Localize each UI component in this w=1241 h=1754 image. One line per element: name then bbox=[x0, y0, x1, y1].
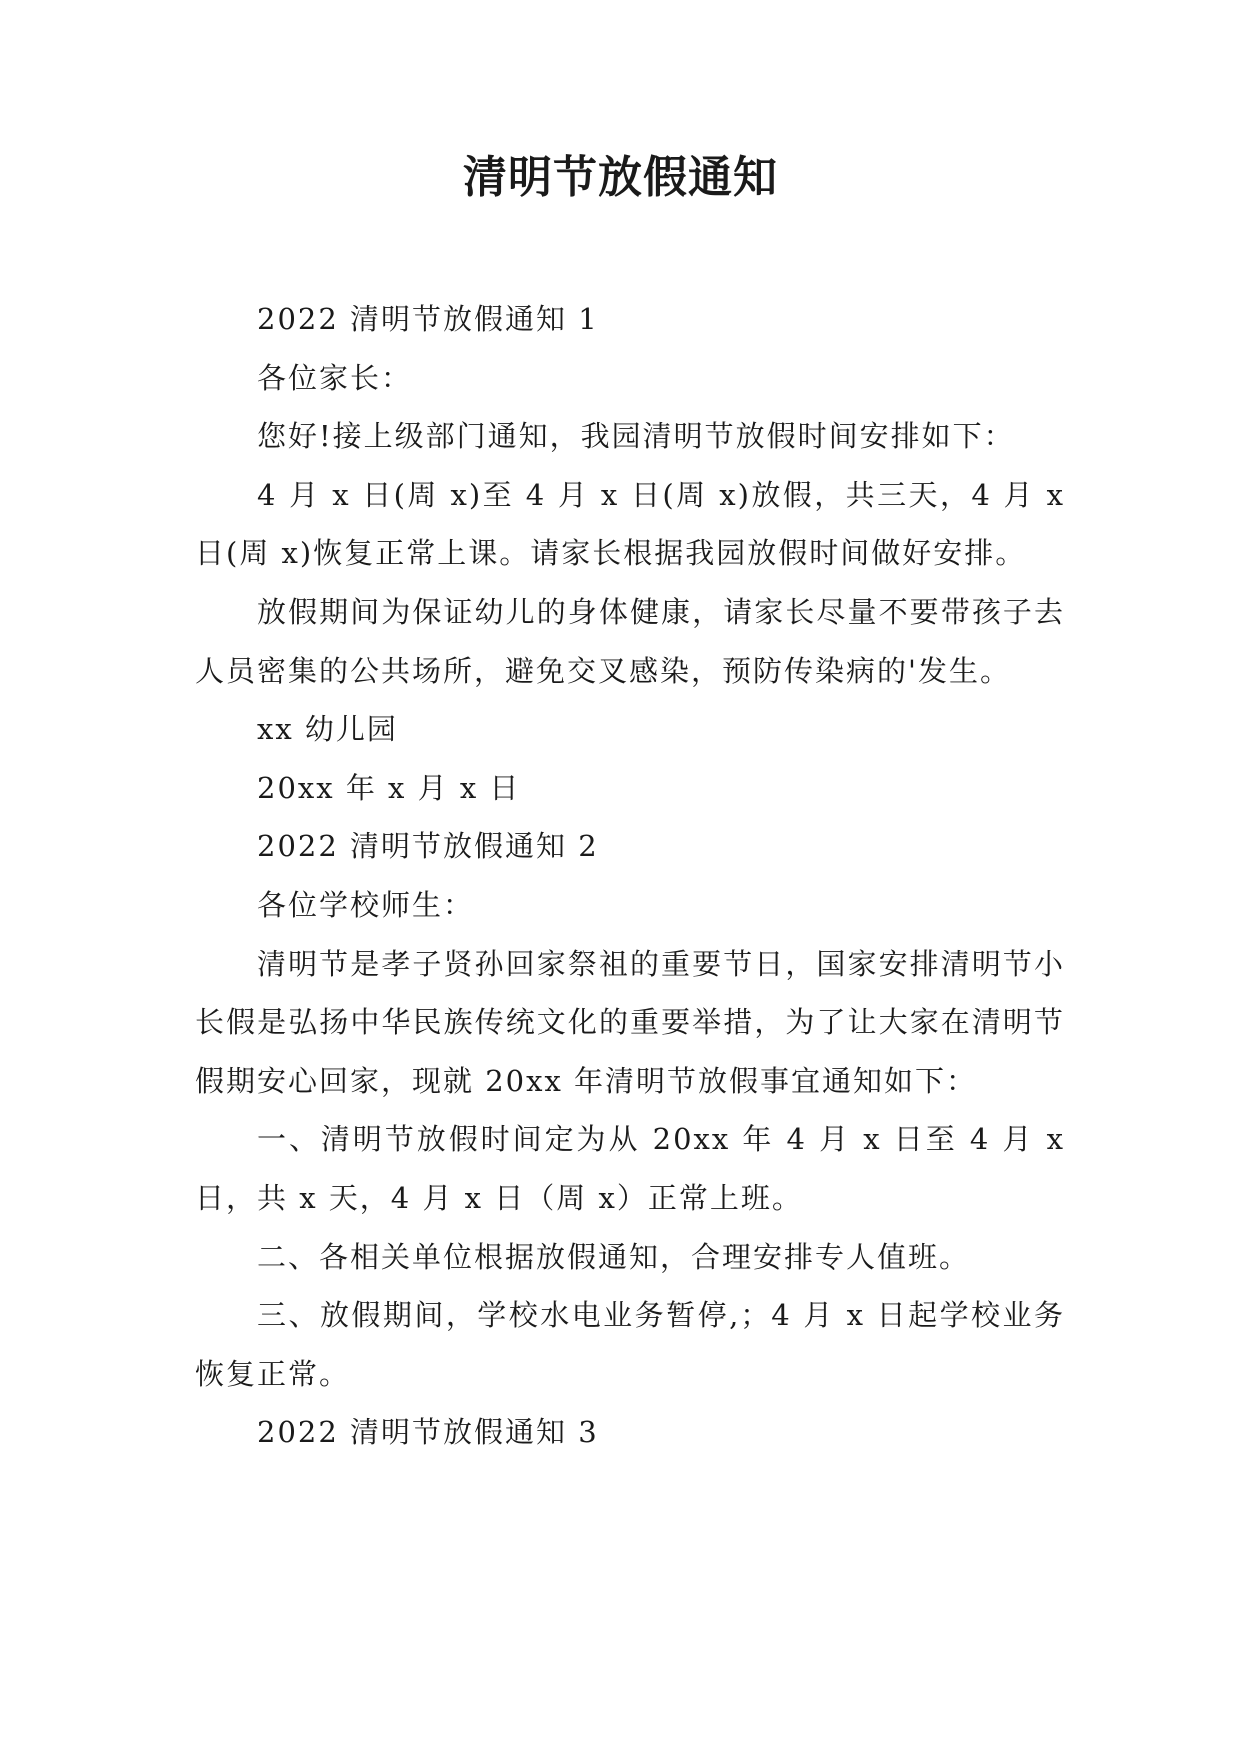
paragraph-greeting: 您好!接上级部门通知，我园清明节放假时间安排如下： bbox=[257, 419, 1015, 454]
section-heading-2: 2022 清明节放假通知 2 bbox=[257, 829, 599, 864]
section-heading-1: 2022 清明节放假通知 1 bbox=[257, 302, 599, 336]
document-title: 清明节放假通知 bbox=[463, 152, 778, 203]
paragraph-item-2: 二、各相关单位根据放假通知，合理安排专人值班。 bbox=[257, 1239, 971, 1274]
paragraph-holiday-dates: 4 月 x 日(周 x)至 4 月 x 日(周 x)放假，共三天，4 月 x 日(周 x)恢复正常上课。请家长根据我园放假时间做好安排。 bbox=[195, 477, 1065, 571]
paragraph-introduction: 清明节是孝子贤孙回家祭祖的重要节日，国家安排清明节小长假是弘扬中华民族传统文化的重要举措，为了让大家在清明节假期安心回家，现就 20xx 年清明节放假事宜通知如下： bbox=[195, 946, 1065, 1098]
signature-date: 20xx 年 x 月 x 日 bbox=[257, 770, 521, 805]
section-heading-3: 2022 清明节放假通知 3 bbox=[257, 1415, 599, 1450]
paragraph-health-advice: 放假期间为保证幼儿的身体健康，请家长尽量不要带孩子去人员密集的公共场所，避免交叉感染，预防传染病的'发生。 bbox=[195, 594, 1065, 688]
salutation-school: 各位学校师生： bbox=[257, 887, 475, 922]
paragraph-item-1: 一、清明节放假时间定为从 20xx 年 4 月 x 日至 4 月 x 日，共 x 天，4 月 x 日（周 x）正常上班。 bbox=[195, 1122, 1065, 1215]
salutation-parents: 各位家长： bbox=[257, 360, 413, 395]
paragraph-item-3: 三、放假期间，学校水电业务暂停,；4 月 x 日起学校业务恢复正常。 bbox=[195, 1298, 1065, 1391]
signature-kindergarten: xx 幼儿园 bbox=[257, 712, 398, 747]
document-body bbox=[195, 290, 1065, 1462]
